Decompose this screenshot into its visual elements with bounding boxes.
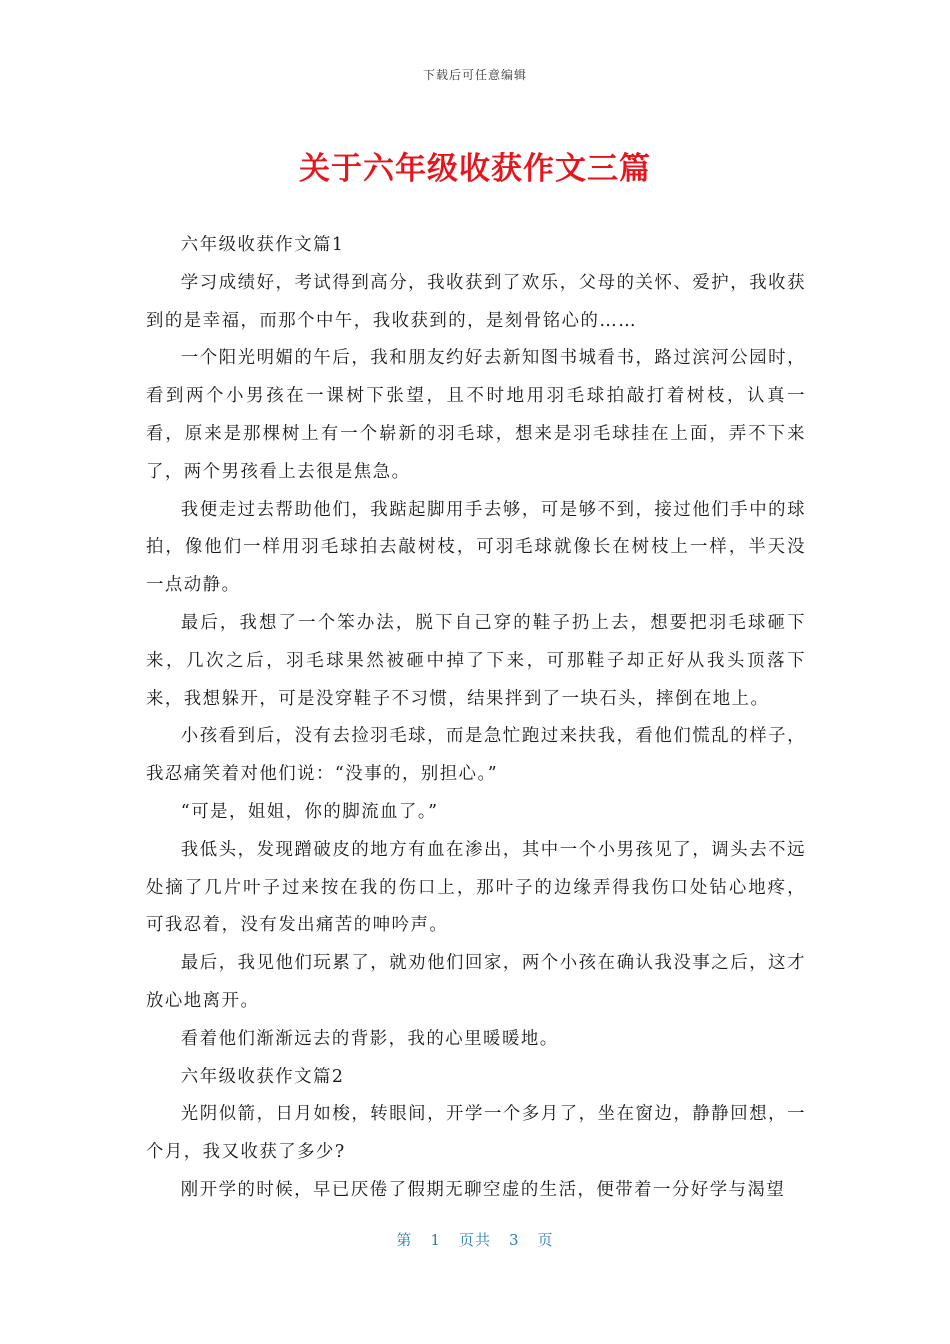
paragraph: 一个阳光明媚的午后，我和朋友约好去新知图书城看书，路过滨河公园时，看到两个小男孩在一课树下张望，且不时地用羽毛球拍敲打着树枝，认真一看，原来是那棵树上有一个崭新的羽毛球，想来是羽毛球挂在上面，弄不下来了，两个男孩看上去很是焦急。 (146, 348, 806, 482)
total-pages: 3 (509, 1231, 520, 1249)
page-number: 1 (430, 1231, 441, 1249)
section-heading-2: 六年级收获作文篇2 (180, 1066, 345, 1087)
page-footer (0, 1229, 950, 1250)
header-note: 下载后可任意编辑 (422, 68, 527, 82)
paragraph: 我便走过去帮助他们，我踮起脚用手去够，可是够不到，接过他们手中的球拍，像他们一样用羽毛球拍去敲树枝，可羽毛球就像长在树枝上一样，半天没一点动静。 (146, 499, 806, 596)
page-suffix: 页 (537, 1231, 554, 1249)
page-prefix: 第 (396, 1231, 413, 1249)
paragraph: 我低头，发现蹭破皮的地方有血在渗出，其中一个小男孩见了，调头去不远处摘了几片叶子过来按在我的伤口上，那叶子的边缘弄得我伤口处钻心地疼，可我忍着，没有发出痛苦的呻吟声。 (146, 839, 806, 936)
document-title: 关于六年级收获作文三篇 (299, 151, 651, 187)
paragraph: 小孩看到后，没有去捡羽毛球，而是急忙跑过来扶我，看他们慌乱的样子，我忍痛笑着对他们说：“没事的，别担心。” (146, 726, 806, 785)
paragraph: 看着他们渐渐远去的背影，我的心里暖暖地。 (180, 1028, 559, 1049)
paragraph: 最后，我见他们玩累了，就劝他们回家，两个小孩在确认我没事之后，这才放心地离开。 (146, 953, 806, 1011)
paragraph: 最后，我想了一个笨办法，脱下自己穿的鞋子扔上去，想要把羽毛球砸下来，几次之后，羽毛球果然被砸中掉了下来，可那鞋子却正好从我头顶落下来，我想躲开，可是没穿鞋子不习惯，结果拌到了一块石头，摔倒在地上。 (146, 612, 806, 709)
paragraph: 学习成绩好，考试得到高分，我收获到了欢乐，父母的关怀、爱护，我收获到的是幸福，而那个中午，我收获到的，是刻骨铭心的…… (146, 272, 806, 331)
paragraph: “可是，姐姐，你的脚流血了。” (180, 801, 439, 822)
document-body (146, 227, 806, 1210)
page-middle: 页共 (458, 1231, 491, 1249)
paragraph: 刚开学的时候，早已厌倦了假期无聊空虚的生活，便带着一分好学与渴望 (180, 1179, 786, 1200)
paragraph: 光阴似箭，日月如梭，转眼间，开学一个多月了，坐在窗边，静静回想，一个月，我又收获了多少? (146, 1104, 806, 1163)
section-heading-1: 六年级收获作文篇1 (180, 235, 345, 255)
